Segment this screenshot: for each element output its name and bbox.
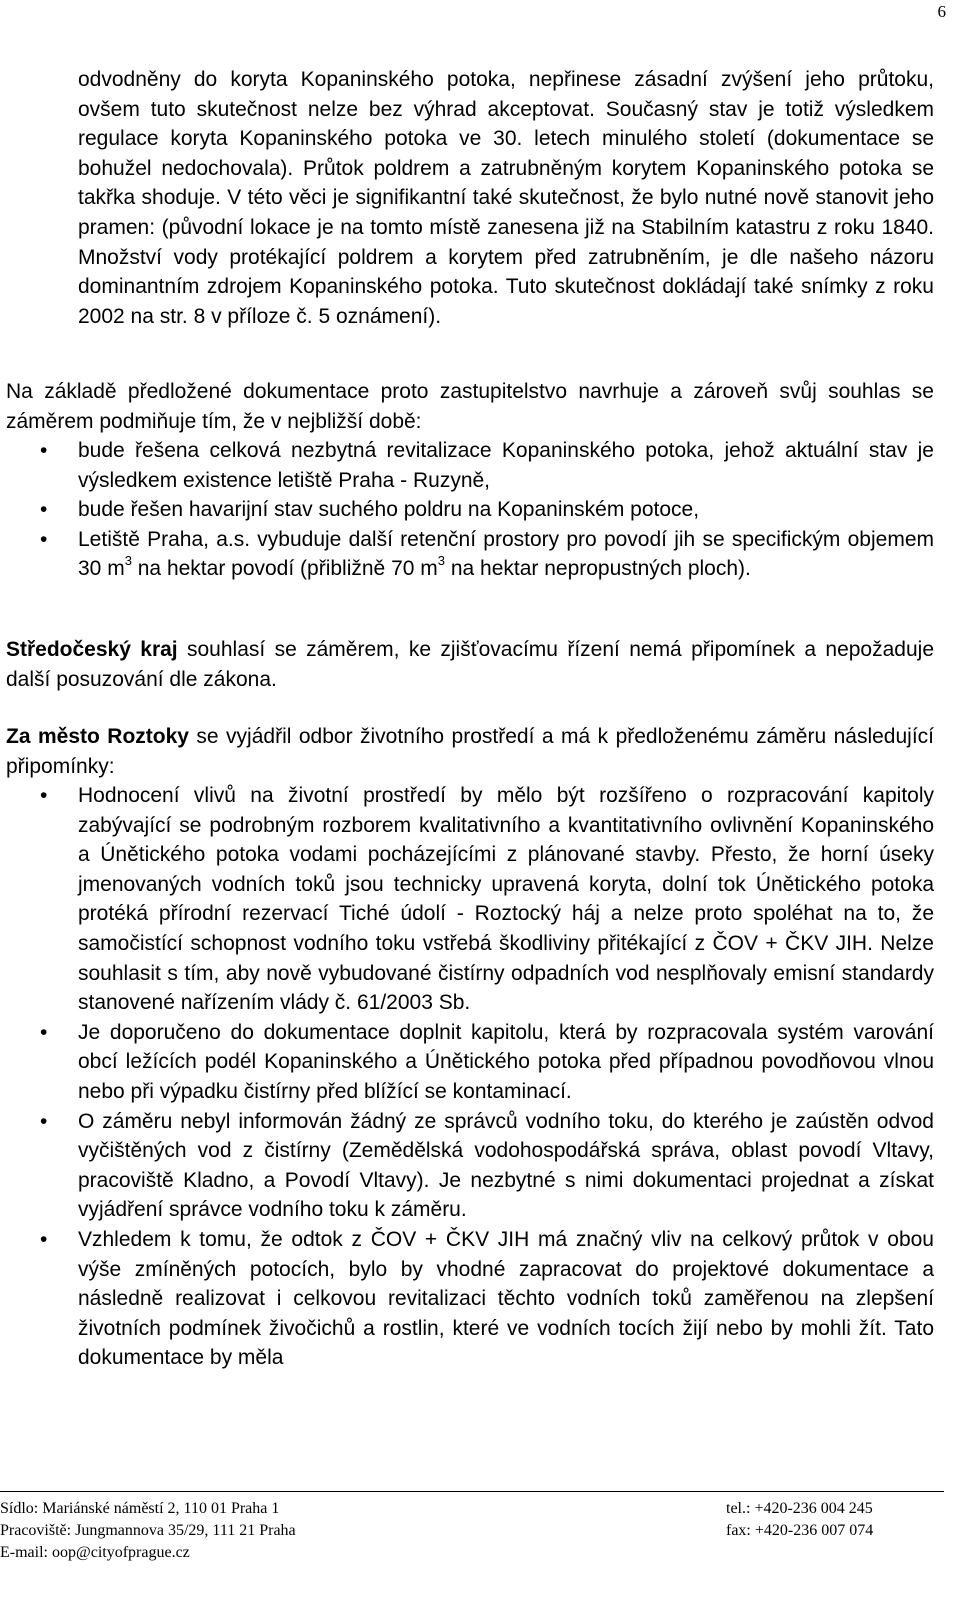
intro-paragraph: odvodněny do koryta Kopaninského potoka, nepřinese zásadní zvýšení jeho průtoku, ovšem tuto skutečnost nelze bez výhrad akceptovat. Současný stav je totiž výsledkem regulace koryta Kopaninského potoka ve 30. letech minulého století (dokumentace se bohužel nedochovala). Průtok poldrem a zatrubněným korytem Kopaninského potoka se takřka shoduje. V této věci je signifikantní také skutečnost, že bylo nutné nově stanovit jeho pramen: (původní lokace je na tomto místě zanesena již na Stabilním katastru z roku 1840. Množství vody protékající poldrem a korytem před zatrubněním, je dle našeho názoru dominantním zdrojem Kopaninského potoka. Tuto skutečnost dokládají také snímky z roku 2002 na str. 8 v příloze č. 5 oznámení). [78, 68, 934, 328]
list-item: • O záměru nebyl informován žádný ze správců vodního toku, do kterého je zaústěn odvod vyčištěných vod z čistírny (Zemědělská vodohospodářská správa, oblast povodí Vltavy, pracoviště Kladno, a Povodí Vltavy). Je nezbytné s nimi dokumentaci projednat a získat vyjádření správce vodního toku k záměru. [78, 1107, 934, 1225]
footer-tel: tel.: +420-236 004 245 [726, 1500, 873, 1517]
list-item: • Vzhledem k tomu, že odtok z ČOV + ČKV JIH má značný vliv na celkový průtok v obou výše zmíněných potocích, bylo by vhodné zapracovat do projektové dokumentace a následně realizovat i celkovou revitalizaci těchto vodních toků zaměřenou na zlepšení životních podmínek živočichů a rostlin, které ve vodních tocích žijí nebo by mohli žít. Tato dokumentace by měla [78, 1225, 934, 1373]
roztoky-text: se vyjádřil odbor životního prostředí a má k předloženému záměru následující připomínky: [6, 725, 934, 778]
na-zaklade-paragraph: Na základě předložené dokumentace proto zastupitelstvo navrhuje a zároveň svůj souhlas se záměrem podmiňuje tím, že v nejbližší době: [6, 380, 934, 433]
footer-divider [0, 1491, 944, 1492]
list-item: • bude řešen havarijní stav suchého poldru na Kopaninském potoce, [78, 495, 934, 525]
footer-pracoviste: Pracoviště: Jungmannova 35/29, 111 21 Praha [0, 1522, 296, 1539]
list-item-text: na hektar povodí (přibližně 70 m [131, 557, 438, 581]
kraj-heading: Středočeský kraj [6, 638, 178, 661]
list-item: • Je doporučeno do dokumentace doplnit kapitolu, která by rozpracovala systém varování obcí ležících podél Kopaninského a Únětického potoka před případnou povodňovou vlnou nebo při výpadku čistírny před blížící se kontaminací. [78, 1018, 934, 1107]
roztoky-heading: Za město Roztoky [6, 725, 189, 748]
roztoky-comments-list [78, 781, 934, 1373]
superscript: 3 [124, 553, 132, 569]
footer-fax: fax: +420-236 007 074 [726, 1522, 874, 1539]
footer-contact [726, 1498, 873, 1542]
footer-email: E-mail: oop@cityofprague.cz [0, 1544, 190, 1561]
list-item [78, 525, 934, 584]
footer-address [0, 1498, 296, 1564]
roztoky-paragraph [6, 722, 934, 781]
list-item-text: Letiště Praha, a.s. vybuduje další retenční prostory pro povodí jih se specifickým objemem 30 m [78, 527, 934, 581]
page-number: 6 [937, 2, 946, 21]
conditions-list [78, 436, 934, 584]
list-item: • bude řešena celková nezbytná revitalizace Kopaninského potoka, jehož aktuální stav je výsledkem existence letiště Praha - Ruzyně, [78, 436, 934, 495]
kraj-text: souhlasí se záměrem, ke zjišťovacímu řízení nemá připomínek a nepožaduje další posuzování dle zákona. [6, 638, 934, 691]
superscript: 3 [437, 553, 445, 569]
stredocesky-kraj-paragraph [6, 635, 934, 694]
footer-sidlo: Sídlo: Mariánské náměstí 2, 110 01 Praha 1 [0, 1500, 280, 1517]
list-item: • Hodnocení vlivů na životní prostředí by mělo být rozšířeno o rozpracování kapitoly zabývající se podrobným rozborem kvalitativního a kvantitativního ovlivnění Kopaninského a Únětického potoka vodami pocházejícími z plánované stavby. Přesto, že horní úseky jmenovaných vodních toků jsou technicky upravená koryta, dolní tok Únětického potoka protéká přírodní rezervací Tiché údolí - Roztocký háj a nelze proto spoléhat na to, že samočistící schopnost vodního toku vstřebá škodliviny přitékající z ČOV + ČKV JIH. Nelze souhlasit s tím, aby nově vybudované čistírny odpadních vod nesplňovaly emisní standardy stanovené nařízením vlády č. 61/2003 Sb. [78, 781, 934, 1018]
list-item-text: na hektar nepropustných ploch). [445, 557, 751, 581]
